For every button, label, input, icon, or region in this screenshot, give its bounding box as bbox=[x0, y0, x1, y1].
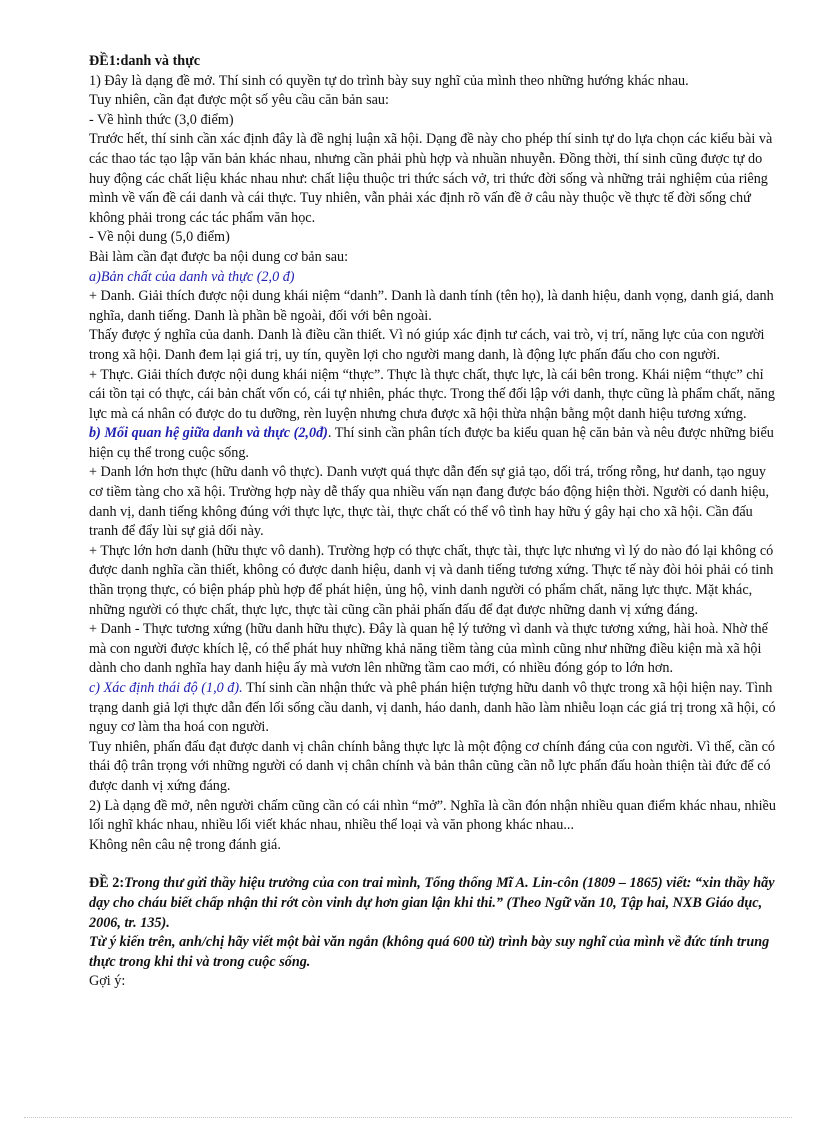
form-heading: - Về hình thức (3,0 điểm) bbox=[89, 111, 234, 128]
section-2-label: ĐỀ 2: bbox=[89, 875, 125, 892]
paragraph: Tuy nhiên, cần đạt được một số yêu cầu căn bản sau: bbox=[89, 92, 389, 109]
paragraph: Không nên câu nệ trong đánh giá. bbox=[89, 836, 281, 853]
paragraph: Tuy nhiên, phấn đấu đạt được danh vị chân chính bằng thực lực là một động cơ chính đáng của con người. Vì thế, cần có thái độ trân trọng với những người có danh vị chân chính và bản thân cũng cần nỗ lực phấn đấu hoàn thiện tài đức để có được danh vị xứng đáng. bbox=[89, 738, 776, 794]
subsection-c-paragraph bbox=[89, 679, 779, 738]
section-2-prompt bbox=[89, 874, 779, 933]
paragraph: + Danh lớn hơn thực (hữu danh vô thực). Danh vượt quá thực dẫn đến sự giả tạo, dối trá, trống rỗng, hư danh, tạo nguy cơ tiềm tàng cho xã hội. Trường hợp này dễ thấy qua nhiều vấn nạn đang được báo động hiện thời. Người có danh hiệu, danh vị, danh tiếng không đúng với thực lực, thực tài, thực chất có thể vô tình hay hữu ý gây hại cho xã hội. Cần đấu tranh để đẩy lùi sự giả dối này. bbox=[89, 464, 769, 540]
paragraph: Bài làm cần đạt được ba nội dung cơ bản sau: bbox=[89, 248, 349, 265]
paragraph: Trước hết, thí sinh cần xác định đây là đề nghị luận xã hội. Dạng đề này cho phép thí sinh tự do lựa chọn các kiểu bài và các thao tác tạo lập văn bản khác nhau, nhưng cần phải phù hợp và nhuần nhuyễn. Đồng thời, thí sinh cũng được tự do huy động các chất liệu khác nhau như: chất liệu thuộc tri thức sách vở, tri thức đời sống và những trải nghiệm của riêng mình về vấn đề cái danh và cái thực. Tuy nhiên, vẫn phải xác định rõ vấn đề ở câu này thuộc về thực tế đời sống chứ không phải trong các tác phẩm văn học. bbox=[89, 131, 773, 226]
subsection-b-intro: . Thí sinh cần phân tích được ba kiểu quan hệ căn bản và nêu được những biểu hiện cụ thể trong cuộc sống. bbox=[89, 425, 774, 461]
paragraph: Thấy được ý nghĩa của danh. Danh là điều cần thiết. Vì nó giúp xác định tư cách, vai trò, vị trí, năng lực của con người trong xã hội. Danh đem lại giá trị, uy tín, quyền lợi cho người mang danh, là động lực phấn đấu cho con người. bbox=[89, 327, 765, 363]
section-2-quote: Trong thư gửi thầy hiệu trưởng của con trai mình, Tổng thống Mĩ A. Lin-côn (1809 – 1865) viết: “xin thầy hãy dạy cho cháu biết chấp nhận thi rớt còn vinh dự hơn gian lận khi thi.” (Theo Ngữ văn 10, Tập hai, NXB Giáo dục, 2006, tr. 135). bbox=[89, 875, 775, 931]
paragraph: + Thực lớn hơn danh (hữu thực vô danh). Trường hợp có thực chất, thực tài, thực lực nhưng vì lý do nào đó lại không có được danh nghĩa cần thiết, không có được danh hiệu, danh vị và danh tiếng tương xứng. Thực tế này đòi hỏi phải có tinh thần trọng thực, có biện pháp phù hợp để phát hiện, ủng hộ, vinh danh người có phẩm chất, năng lực thực. Mặt khác, những người có thực chất, thực lực, thực tài cũng cần phải phấn đấu để đạt được những danh vị xứng đáng. bbox=[89, 542, 774, 618]
subsection-c-body: Thí sinh cần nhận thức và phê phán hiện tượng hữu danh vô thực trong xã hội hiện nay. Tình trạng danh giả lợi thực dẫn đến lối sống cầu danh, vị danh, háo danh, danh hão làm nhiễu loạn các giá trị trong xã hội, có nguy cơ làm tha hoá con người. bbox=[89, 680, 776, 736]
subsection-b-heading: b) Mối quan hệ giữa danh và thực (2,0đ) bbox=[89, 425, 328, 442]
content-heading: - Về nội dung (5,0 điểm) bbox=[89, 229, 230, 246]
subsection-a-heading: a)Bản chất của danh và thực (2,0 đ) bbox=[89, 268, 295, 285]
page-divider bbox=[24, 1117, 792, 1118]
paragraph: + Danh. Giải thích được nội dung khái niệm “danh”. Danh là danh tính (tên họ), là danh hiệu, danh vọng, danh giá, danh nghĩa, danh tiếng. Danh là phần bề ngoài, đối với bên ngoài. bbox=[89, 288, 774, 324]
spacer bbox=[89, 855, 779, 874]
paragraph: + Danh - Thực tương xứng (hữu danh hữu thực). Đây là quan hệ lý tưởng vì danh và thực tương xứng, hài hoà. Nhờ thế mà con người được khích lệ, có thể phát huy những khả năng tiềm tàng của mình cũng như những điều kiện mà xã hội dành cho danh nghĩa hay danh hiệu ấy mà vươn lên những tầm cao mới, có nhiều đóng góp to lớn hơn. bbox=[89, 621, 768, 677]
hint-label: Gợi ý: bbox=[89, 973, 126, 990]
paragraph: + Thực. Giải thích được nội dung khái niệm “thực”. Thực là thực chất, thực lực, là cái bên trong. Khái niệm “thực” chỉ cái tồn tại có thực, cái bản chất vốn có, cái tự nhiên, phác thực. Trong thế đối lập với danh, thực cũng là phẩm chất, năng lực mà cá nhân có được do tu dưỡng, rèn luyện nhưng chưa được xã hội thừa nhận bằng một danh hiệu tương xứng. bbox=[89, 366, 775, 422]
paragraph: 1) Đây là dạng đề mở. Thí sinh có quyền tự do trình bày suy nghĩ của mình theo những hướng khác nhau. bbox=[89, 72, 689, 89]
section-1-title: ĐỀ1:danh và thực bbox=[89, 53, 200, 69]
document-page bbox=[89, 52, 779, 992]
section-2-task: Từ ý kiến trên, anh/chị hãy viết một bài văn ngắn (không quá 600 từ) trình bày suy nghĩ của mình về đức tính trung thực trong khi thi và trong cuộc sống. bbox=[89, 934, 770, 970]
paragraph: 2) Là dạng đề mở, nên người chấm cũng cần có cái nhìn “mở”. Nghĩa là cần đón nhận nhiều quan điểm khác nhau, nhiều lối nghĩ khác nhau, nhiều lối viết khác nhau, nhiều thể loại và văn phong khác nhau... bbox=[89, 797, 776, 834]
subsection-b-paragraph bbox=[89, 424, 779, 463]
subsection-c-heading: c) Xác định thái độ (1,0 đ). bbox=[89, 680, 243, 696]
